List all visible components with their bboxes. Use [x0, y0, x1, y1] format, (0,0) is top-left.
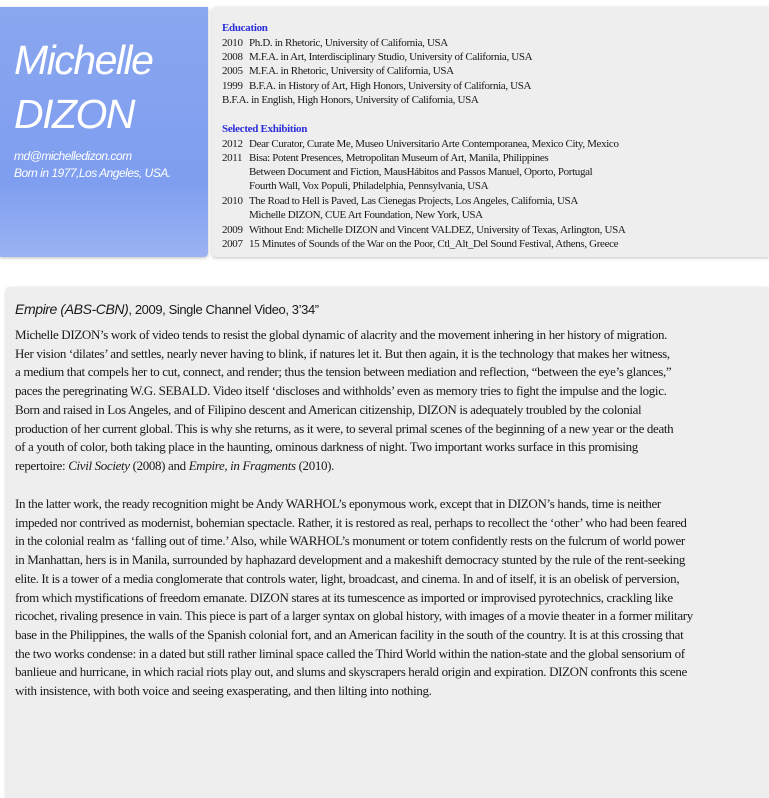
education-text: B.F.A. in History of Art, High Honors, University of California, USA [249, 80, 532, 92]
education-year: 1999 [222, 80, 243, 92]
exhibition-heading: Selected Exhibition [222, 123, 308, 135]
exhibition-text: Without End: Michelle DIZON and Vincent VALDEZ, University of Texas, Arlington, USA [249, 224, 626, 236]
exhibition-item [222, 137, 619, 151]
exhibition-item [222, 165, 592, 179]
education-text: M.F.A. in Art, Interdisciplinary Studio, University of California, USA [249, 51, 533, 63]
exhibition-text: Bisa: Potent Presences, Metropolitan Museum of Art, Manila, Philippines [249, 152, 549, 164]
exhibition-text: Fourth Wall, Vox Populi, Philadelphia, Pennsylvania, USA [249, 180, 489, 192]
education-text: B.F.A. in English, High Honors, University of California, USA [222, 94, 479, 106]
text-line: ricochet, rivaling presence in vain. This piece is part of a larger syntax on global history, with images of a movie theater in a former military [15, 608, 693, 624]
text-line: with insistence, with both voice and seeing exasperating, and then lilting into nothing. [15, 683, 432, 699]
exhibition-item [222, 208, 483, 222]
work-title-empire-in-fragments: Empire, in Fragments [188, 457, 296, 473]
text-line: base in the Philippines, the walls of the Spanish colonial fort, and an American facility in the south of the country. It is at this crossing that [15, 626, 684, 642]
artist-last-name: DIZON [14, 91, 135, 137]
exhibition-text: Dear Curator, Curate Me, Museo Universitario Arte Contemporanea, Mexico City, Mexico [249, 138, 619, 150]
exhibition-text: Michelle DIZON, CUE Art Foundation, New York, USA [249, 209, 483, 221]
exhibition-item [222, 151, 548, 165]
text-line: paces the peregrinating W.G. SEBALD. Video itself ‘discloses and withholds’ even as memory tries to fight the impulse and the logic. [15, 383, 667, 399]
text-line: elite. It is a tower of a media conglomerate that controls water, light, broadcast, and cinema. In and of itself, it is an obelisk of perversion, [15, 570, 680, 586]
exhibition-year: 2009 [222, 224, 243, 236]
text-line: Born and raised in Los Angeles, and of Filipino descent and American citizenship, DIZON is adequately troubled by the colonial [15, 401, 642, 417]
text-line: a medium that compels her to cut, connect, and render; thus the tension between mediation and reflection, “between the eye’s glances,” [15, 364, 672, 380]
text-fragment: (2008) and [129, 457, 189, 473]
work-title: Empire (ABS-CBN) [15, 301, 129, 317]
name-panel [0, 7, 208, 257]
education-heading: Education [222, 22, 268, 34]
work-title-civil-society: Civil Society [68, 457, 130, 473]
education-year: 2008 [222, 51, 243, 63]
education-item [222, 64, 454, 78]
text-line: impeded nor contrived as modernist, bohemian spectacle. Rather, it is restored as real, perhaps to recollect the ‘other’ who had been feared [15, 514, 687, 530]
text-line: banlieue and hurricane, in which racial riots play out, and slums and skyscrapers herald origin and expiration. DIZON confronts this scene [15, 664, 687, 680]
exhibition-year: 2012 [222, 138, 243, 150]
text-line: Michelle DIZON’s work of video tends to resist the global dynamic of alacrity and the movement inhering in her history of migration. [15, 327, 668, 342]
essay-panel [6, 287, 769, 798]
cv-panel [212, 7, 769, 257]
exhibition-item [222, 194, 578, 208]
essay-paragraph-1 [15, 326, 765, 476]
exhibition-item [222, 179, 488, 193]
text-line: Her vision ‘dilates’ and settles, nearly never having to blink, if natures let it. But then again, it is the technology that makes her witness, [15, 345, 670, 361]
text-line: production of her current global. This is why she returns, as it were, to several primal scenes of the beginning of a new year or the death [15, 420, 674, 436]
artist-first-name: Michelle [14, 37, 153, 83]
education-text: Ph.D. in Rhetoric, University of California, USA [249, 37, 448, 49]
exhibition-item [222, 237, 618, 251]
artist-birth-info: Born in 1977,Los Angeles, USA. [14, 166, 171, 180]
text-line: the two works condense: in a dated but still rather liminal space called the Third World within the nation-state and the global sensorium of [15, 645, 685, 661]
text-fragment: (2010). [295, 457, 335, 473]
work-details: , 2009, Single Channel Video, 3’34” [128, 302, 319, 317]
text-line: from which mystifications of freedom emanate. DIZON stares at its tumescence as imported or improvised pyrotechnics, crackling like [15, 589, 673, 605]
text-line [15, 457, 765, 476]
exhibition-year: 2011 [222, 152, 243, 164]
exhibition-text: The Road to Hell is Paved, Las Cienegas Projects, Los Angeles, California, USA [249, 195, 578, 207]
education-item [222, 93, 478, 107]
text-fragment: repertoire: [15, 457, 69, 473]
exhibition-year: 2007 [222, 238, 243, 250]
exhibition-year: 2010 [222, 195, 243, 207]
education-item [222, 36, 448, 50]
essay-paragraph-2 [15, 495, 765, 701]
education-year: 2005 [222, 65, 243, 77]
text-line: of a youth of color, both taking place in the haunting, ominous darkness of night. Two important works surface in this promising [15, 439, 638, 455]
essay-title [15, 301, 319, 317]
exhibition-item [222, 223, 625, 237]
education-text: M.F.A. in Rhetoric, University of California, USA [249, 65, 454, 77]
education-item [222, 79, 531, 93]
education-item [222, 50, 532, 64]
exhibition-text: Between Document and Fiction, MausHábitos and Passos Manuel, Oporto, Portugal [249, 166, 593, 178]
text-line: in the colonial realm as ‘falling out of time.’ Also, while WARHOL’s monument or totem confidently rests on the fulcrum of world power [15, 533, 685, 549]
text-line: In the latter work, the ready recognition might be Andy WARHOL’s eponymous work, except that in DIZON’s hands, time is neither [15, 496, 661, 511]
text-line: in Manhattan, hers is in Manila, surrounded by haphazard development and a makeshift democracy stunted by the rule of the rent-seeking [15, 552, 686, 568]
education-year: 2010 [222, 37, 243, 49]
exhibition-text: 15 Minutes of Sounds of the War on the Poor, Ctl_Alt_Del Sound Festival, Athens, Greece [249, 238, 619, 250]
artist-email[interactable]: md@michelledizon.com [14, 149, 132, 163]
